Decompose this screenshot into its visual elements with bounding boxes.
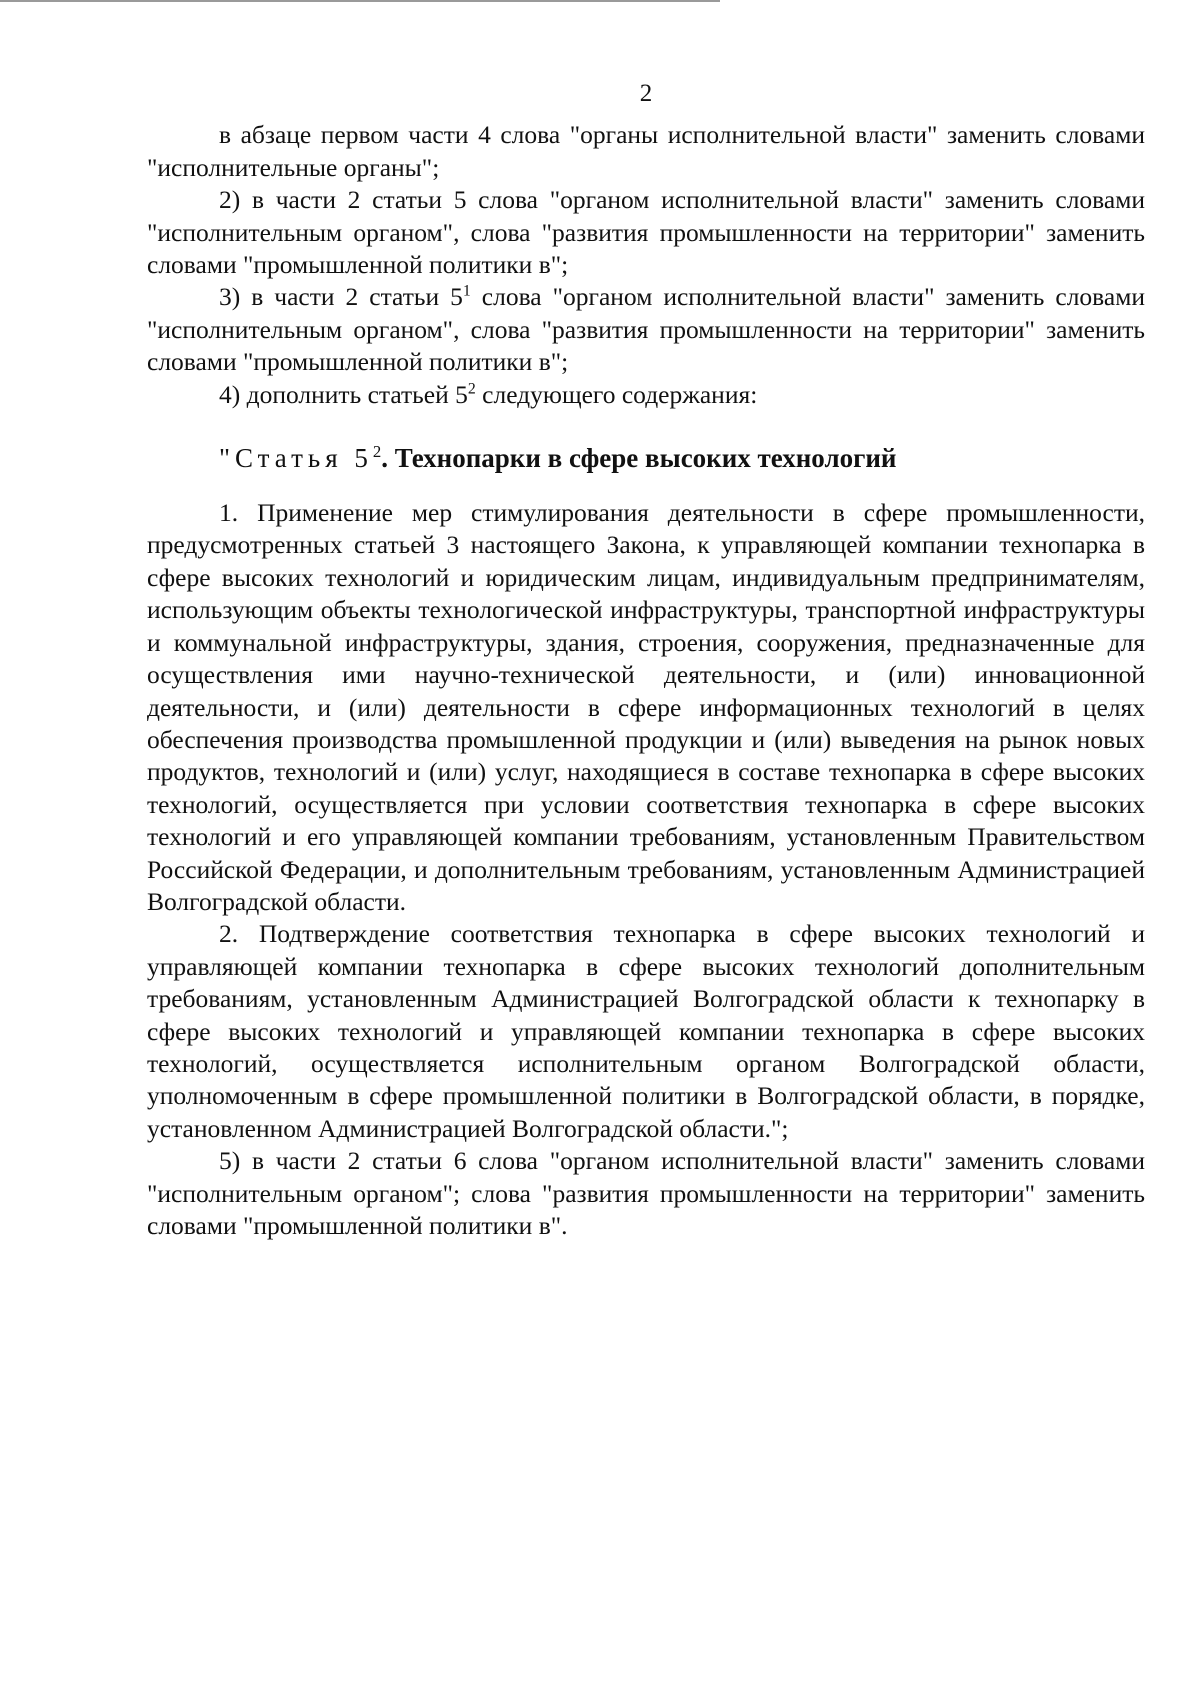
paragraph-amendment-3-text-start: 3) в части 2 статьи 5 — [219, 282, 463, 312]
document-body — [147, 78, 1145, 1242]
paragraph-amendment-3 — [147, 281, 1145, 378]
paragraph-amendment-4-text-end: следующего содержания: — [475, 379, 758, 409]
article-heading-superscript: 2 — [372, 442, 382, 462]
article-paragraph-2: 2. Подтверждение соответствия технопарка в сфере высоких технологий и управляющей компании технопарка в сфере высоких технологий дополнительным требованиям, установленным Администрацией Волгоградской области к технопарку в сфере высоких технологий и управляющей компании технопарка в сфере высоких технологий, осуществляется исполнительным органом Волгоградской области, уполномоченным в сфере промышленной политики в Волгоградской области, в порядке, установленном Администрацией Волгоградской области."; — [147, 919, 1145, 1143]
article-heading-dot: . — [381, 443, 388, 474]
article-heading-prefix: "Статья 5 — [219, 443, 373, 474]
paragraph-amendment-4-text-start: 4) дополнить статьей 5 — [219, 379, 468, 409]
superscript-2: 2 — [467, 380, 476, 398]
superscript-1: 1 — [462, 282, 471, 300]
paragraph-amendment-2: 2) в части 2 статьи 5 слова "органом исполнительной власти" заменить словами "исполнительным органом", слова "развития промышленности на территории" заменить словами "промышленной политики в"; — [147, 185, 1145, 280]
article-heading-title: Технопарки в сфере высоких технологий — [388, 443, 897, 474]
paragraph-amendment-part-4: в абзаце первом части 4 слова "органы исполнительной власти" заменить словами "исполнительные органы"; — [147, 120, 1145, 182]
scan-edge-line — [0, 0, 720, 2]
article-paragraph-1: 1. Применение мер стимулирования деятельности в сфере промышленности, предусмотренных статьей 3 настоящего Закона, к управляющей компании технопарка в сфере высоких технологий и юридическим лицам, индивидуальным предпринимателям, использующим объекты технологической инфраструктуры, транспортной инфраструктуры и коммунальной инфраструктуры, здания, строения, сооружения, предназначенные для осуществления ими научно-технической деятельности, и (или) инновационной деятельности, и (или) деятельности в сфере информационных технологий в целях обеспечения производства промышленной продукции и (или) выведения на рынок новых продуктов, технологий и (или) услуг, находящиеся в составе технопарка в сфере высоких технологий, осуществляется при условии соответствия технопарка в сфере высоких технологий и его управляющей компании требованиям, установленным Правительством Российской Федерации, и дополнительным требованиям, установленным Администрацией Волгоградской области. — [147, 498, 1145, 916]
paragraph-amendment-3-text-end: слова "органом исполнительной власти" заменить словами "исполнительным органом", слова "развития промышленности на территории" заменить словами "промышленной политики в"; — [147, 282, 1145, 377]
article-heading — [147, 441, 1145, 475]
paragraph-amendment-5: 5) в части 2 статьи 6 слова "органом исполнительной власти" заменить словами "исполнительным органом"; слова "развития промышленности на территории" заменить словами "промышленной политики в". — [147, 1146, 1145, 1240]
paragraph-amendment-4 — [147, 379, 1145, 411]
page-number: 2 — [639, 80, 653, 107]
